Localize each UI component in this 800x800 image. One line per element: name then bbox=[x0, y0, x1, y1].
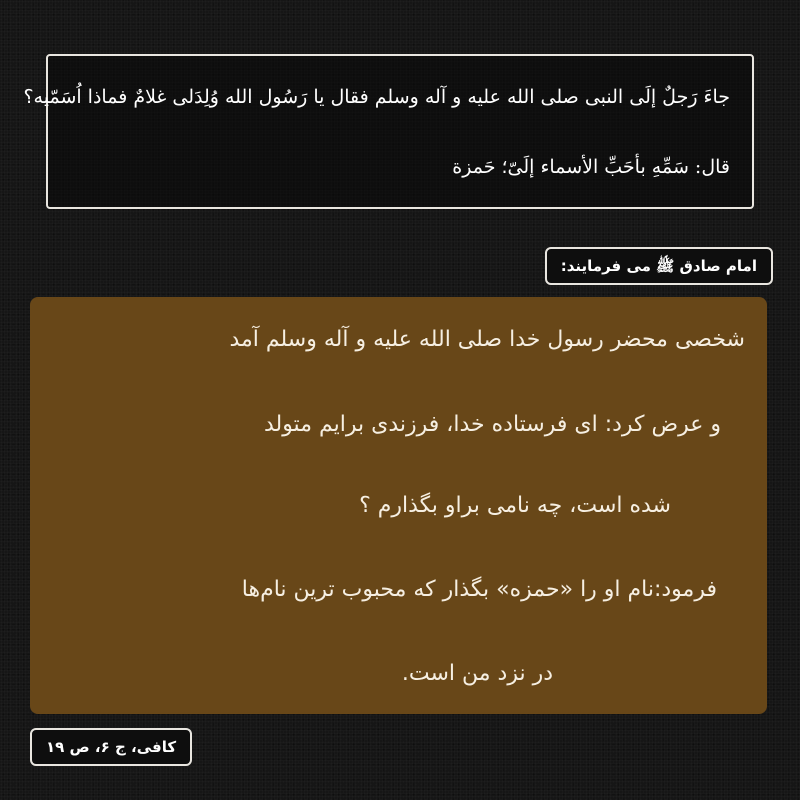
arabic-hadith-box bbox=[23, 54, 754, 209]
translation-line-3: شده است، چه نامی براو بگذارم ؟ bbox=[359, 493, 671, 518]
translation-line-1: شخصی محضر رسول خدا صلی الله علیه و آله وسلم آمد bbox=[229, 327, 745, 352]
translation-line-5: در نزد من است. bbox=[401, 661, 553, 686]
translation-line-4: فرمود:نام او را «حمزه» بگذار که محبوب ترین نام‌ها bbox=[241, 577, 717, 602]
arabic-hadith-line-1: جاءَ رَجلٌ إلَی النبی صلی الله علیه و آله وسلم فقال یا رَسُول الله وُلِدَلی غلامٌ فماذا اُسَمّیه؟ bbox=[23, 86, 730, 108]
arabic-hadith-line-2: قال: سَمِّهِ بأحَبِّ الأسماء إلَیّ؛ حَمزة bbox=[452, 156, 730, 178]
speaker-label: امام صادق ﷺ می فرمایند: bbox=[545, 247, 773, 285]
source-citation: کافی، ج ۶، ص ۱۹ bbox=[30, 728, 192, 766]
translation-line-2: و عرض کرد: ای فرستاده خدا، فرزندی برایم متولد bbox=[263, 412, 721, 437]
translation-panel bbox=[30, 297, 767, 714]
